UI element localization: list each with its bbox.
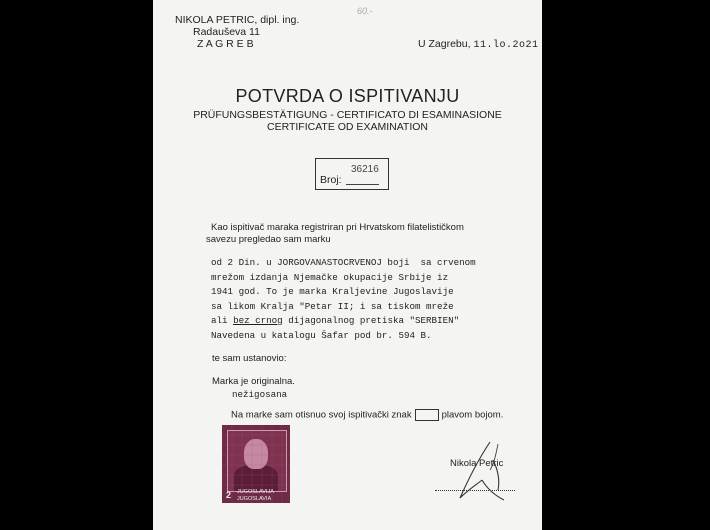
place-label: U Zagrebu, [418,38,471,50]
stamp-country-2: JUGOSLAVIA [237,495,272,502]
number-underline [346,184,379,185]
number-label: Broj: [320,174,342,186]
examiner-mark-box [415,409,439,421]
description-underlined: bez crnog [233,315,283,326]
signature-line [435,490,515,491]
description-line-6: Navedena u katalogu Šafar pod br. 594 B. [211,329,432,341]
sender-address [175,14,299,50]
signature-icon [438,440,528,510]
original-statement: Marka je originalna. [212,376,295,387]
stamp-description [211,256,531,343]
description-line-2: mrežom izdanja Njemačke okupacije Srbije iz [211,271,449,283]
stamp-value: 2 [226,490,232,500]
pencil-mark: 60.- [357,6,373,16]
certificate-number: 36216 [351,164,379,175]
mark-text-after: plavom bojom. [441,409,504,421]
unused-statement: nežigosana [232,389,288,400]
established-label: te sam ustanovio: [212,353,287,364]
sender-name: NIKOLA PETRIC, dipl. ing. [175,14,300,26]
sender-street: Radauševa 11 [193,26,260,38]
description-line-5 [211,314,531,329]
intro-line-1: Kao ispitivač maraka registriran pri Hrvatskom filatelističkom [211,222,464,233]
stamp-country [237,489,274,502]
postage-stamp [218,421,294,507]
mark-text-before: Na marke sam otisnuo svoj ispitivački znak [231,409,412,421]
description-line-4: sa likom Kralja "Petar II; i sa tiskom mreže [211,300,454,312]
certificate-paper [153,0,542,530]
certificate-subtitle-1: PRÜFUNGSBESTÄTIGUNG - CERTIFICATO DI ESAMINASIONE [193,109,502,121]
description-line-5c: dijagonalnog pretiska "SERBIEN" [282,315,460,326]
description-line-5a: ali [211,315,234,326]
signature-name: Nikola Petric [450,458,504,469]
mark-statement [231,409,503,421]
description-line-3: 1941 god. To je marka Kraljevine Jugoslavije [211,286,454,297]
sender-city: Z A G R E B [197,38,254,50]
issue-date: 11.lo.2o21 [473,40,539,51]
intro-line-2: savezu pregledao sam marku [206,233,331,245]
stamp-image [222,425,290,503]
certificate-title: POTVRDA O ISPITIVANJU [235,86,460,106]
description-line-1: od 2 Din. u JORGOVANASTOCRVENOJ boji sa crvenom [211,257,476,268]
place-date [418,38,538,51]
stamp-country-1: JUGOSLAVIJA [237,489,274,495]
intro-paragraph [206,222,526,245]
certificate-subtitle-2: CERTIFICATE OD EXAMINATION [266,121,428,133]
